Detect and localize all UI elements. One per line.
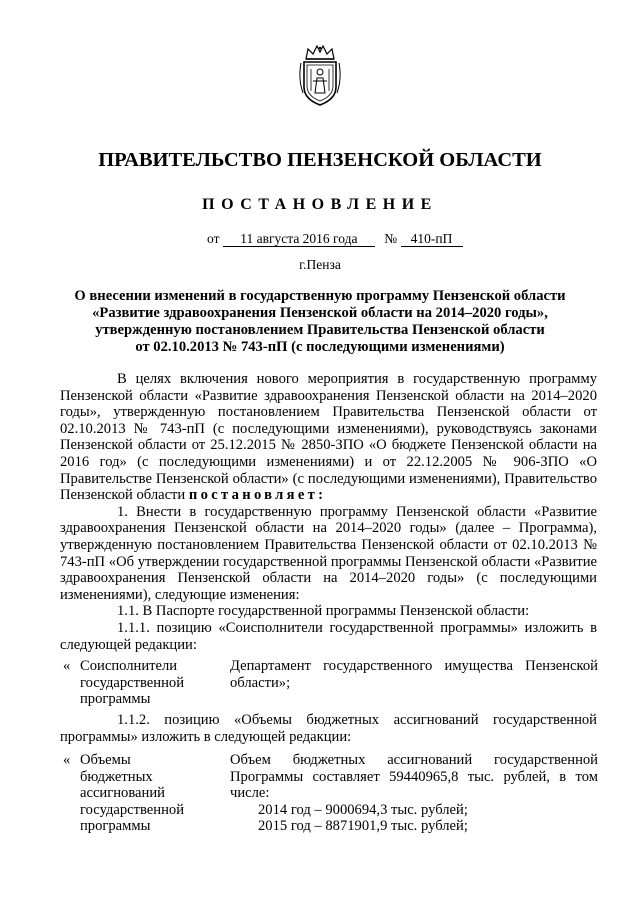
subject-line: О внесении изменений в государственную программу Пензенской области [74,288,566,304]
document-date: 11 августа 2016 года [223,231,375,247]
subject-line: от 02.10.2013 № 743-пП (с последующими изменениями) [135,339,505,355]
co-executors-label [80,658,215,708]
date-prefix: от [207,231,220,246]
preamble-paragraph [60,371,597,504]
preamble-text: В целях включения нового мероприятия в государственную программу Пензенской области «Развитие здравоохранения Пензенской области на 2014–2020 годы», утвержденную постановлением Правительства Пензенской области от 02.10.2013 № 743-пП (с последующими изменениями), руководствуясь законами Пензенской области от 25.12.2015 № 2850-ЗПО «О бюджете Пензенской области на 2016 год» (с последующими изменениями) и от 22.12.2005 № 906-ЗПО «О Правительстве Пензенской области» (с последующими изменениями), Правительство Пензенской области [60,371,597,504]
subject-line: утвержденную постановлением Правительства Пензенской области [95,322,545,338]
city: г.Пенза [299,257,341,272]
label-line: бюджетных [80,768,153,785]
coat-of-arms-emblem [297,45,343,107]
label-line: Соисполнители [80,658,178,674]
budget-year: 2015 год – 8871901,9 тыс. рублей; [258,818,468,835]
document-number: 410-пП [401,231,463,247]
item-1-1-paragraph: 1.1. В Паспорте государственной программы Пензенской области: [117,603,530,620]
opening-quote: « [63,658,71,674]
label-line: программы [80,818,151,835]
label-line: Объемы [80,752,131,768]
label-line: государственной [80,801,185,818]
date-number-line [207,231,463,247]
budget-year: 2014 год – 9000694,3 тыс. рублей; [258,801,468,818]
budget-label [80,752,215,835]
resolves-word: постановляет: [188,487,327,504]
item-1-1-2-paragraph: 1.1.2. позицию «Объемы бюджетных ассигнований государственной программы» изложить в следующей редакции: [60,712,597,745]
label-line: ассигнований [80,785,165,802]
document-type: ПОСТАНОВЛЕНИЕ [202,196,438,213]
budget-total: Объем бюджетных ассигнований государственной Программы составляет 59440965,8 тыс. рублей, в том числе: [230,752,598,802]
number-prefix: № [384,231,398,246]
label-line: государственной [80,674,185,691]
item-1-paragraph: 1. Внести в государственную программу Пензенской области «Развитие здравоохранения Пензенской области на 2014–2020 годы» (далее – Программа), утвержденную постановлением Правительства Пензенской области от 02.10.2013 № 743-пП «Об утверждении государственной программы Пензенской области «Развитие здравоохранения Пензенской области на 2014–2020 годы» (с последующими изменениями), следующие изменения: [60,503,597,603]
item-1-1-1-paragraph: 1.1.1. позицию «Соисполнители государственной программы» изложить в следующей редакции: [60,619,597,653]
opening-quote: « [63,752,71,768]
subject-line: «Развитие здравоохранения Пензенской области на 2014–2020 годы», [92,305,548,321]
co-executors-value: Департамент государственного имущества Пензенской области»; [230,658,598,691]
label-line: программы [80,691,151,708]
item-1-1-2-block [60,712,597,745]
document-subject [60,288,580,356]
government-title: ПРАВИТЕЛЬСТВО ПЕНЗЕНСКОЙ ОБЛАСТИ [98,149,542,171]
budget-value [230,752,598,835]
document-body [60,371,597,653]
